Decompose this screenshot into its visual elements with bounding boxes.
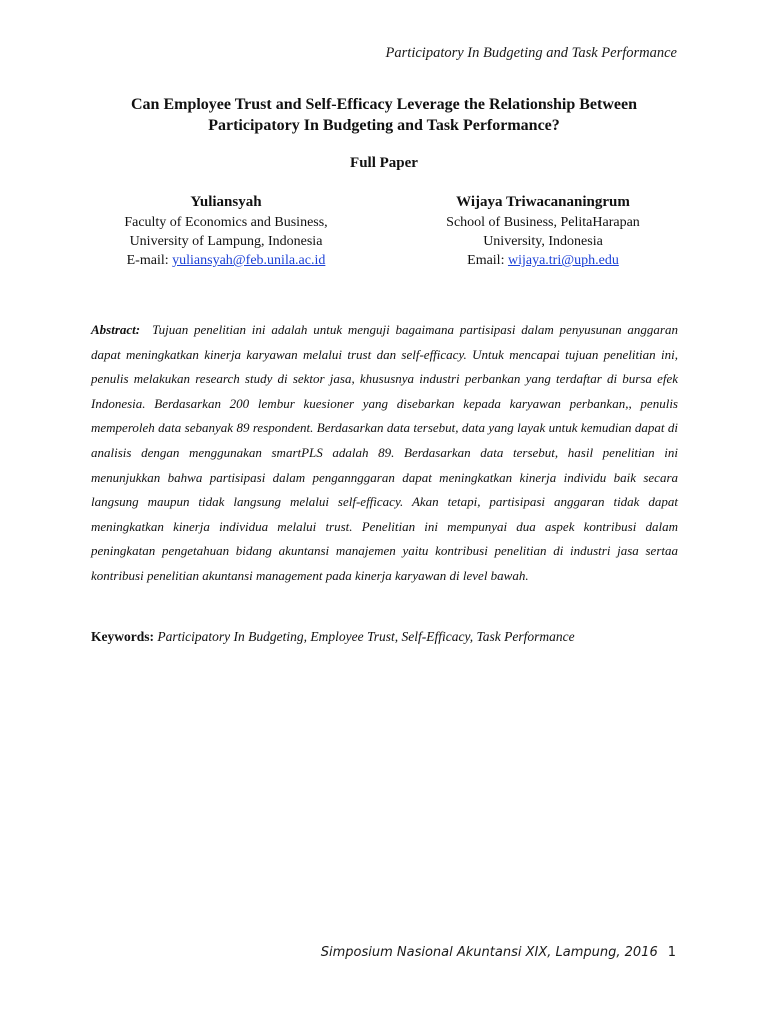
page-number: 1 <box>667 945 676 960</box>
keywords-text: Participatory In Budgeting, Employee Trust, Self-Efficacy, Task Performance <box>157 629 575 644</box>
email-label: E-mail: <box>126 253 173 268</box>
email-label: Email: <box>467 253 508 268</box>
keywords <box>91 629 691 645</box>
author-affiliation: School of Business, PelitaHarapan <box>446 215 640 230</box>
footer-text: Simposium Nasional Akuntansi XIX, Lampung, 2016 <box>320 945 658 960</box>
author-name: Wijaya Triwacananingrum <box>456 194 630 210</box>
title-line-2: Participatory In Budgeting and Task Performance? <box>208 117 560 134</box>
author-block-1 <box>90 193 362 270</box>
abstract-text: Tujuan penelitian ini adalah untuk menguji bagaimana partisipasi dalam penyusunan anggaran dapat meningkatkan kinerja karyawan melalui trust dan self-efficacy. Untuk mencapai tujuan penelitian ini, penulis melakukan research study di sektor jasa, khususnya industri perbankan yang terdaftar di bursa efek Indonesia. Berdasarkan 200 lembur kuesioner yang disebarkan kepada karyawan perbankan,, penulis memperoleh data sebanyak 89 respondent. Berdasarkan data tersebut, data yang layak untuk kemudian dapat di analisis dengan menggunakan smartPLS adalah 89. Berdasarkan data tersebut, hasil penelitian ini menunjukkan bahwa partisipasi dalam pengannggaran dapat meningkatkan kinerja individu baik secara langsung maupun tidak langsung melalui self-efficacy. Akan tetapi, partisipasi anggaran tidak dapat meningkatkan kinerja individua melalui trust. Penelitian ini mempunyai dua aspek kontribusi dalam peningkatan pengetahuan bidang akuntansi manajemen yaitu kontribusi penelitian di industri jasa sertaa kontribusi penelitian akuntansi management pada kinerja karyawan di level bawah. <box>91 322 678 583</box>
email-link[interactable]: wijaya.tri@uph.edu <box>507 253 619 268</box>
author-affiliation: Faculty of Economics and Business, <box>124 215 328 230</box>
running-header: Participatory In Budgeting and Task Performance <box>385 45 677 61</box>
title-line-1: Can Employee Trust and Self-Efficacy Leverage the Relationship Between <box>130 96 638 113</box>
paper-title <box>60 94 708 136</box>
author-email-line <box>90 251 362 270</box>
author-block-2 <box>408 193 678 270</box>
author-email-line <box>408 251 678 270</box>
author-affiliation: University, Indonesia <box>483 234 603 249</box>
paper-type: Full Paper <box>350 155 418 171</box>
author-affiliation: University of Lampung, Indonesia <box>129 234 323 249</box>
email-link[interactable]: yuliansyah@feb.unila.ac.id <box>172 253 326 268</box>
keywords-label: Keywords: <box>91 629 154 644</box>
page-footer <box>321 945 676 960</box>
abstract <box>91 318 678 589</box>
author-name: Yuliansyah <box>190 194 262 210</box>
abstract-label: Abstract: <box>91 322 141 337</box>
